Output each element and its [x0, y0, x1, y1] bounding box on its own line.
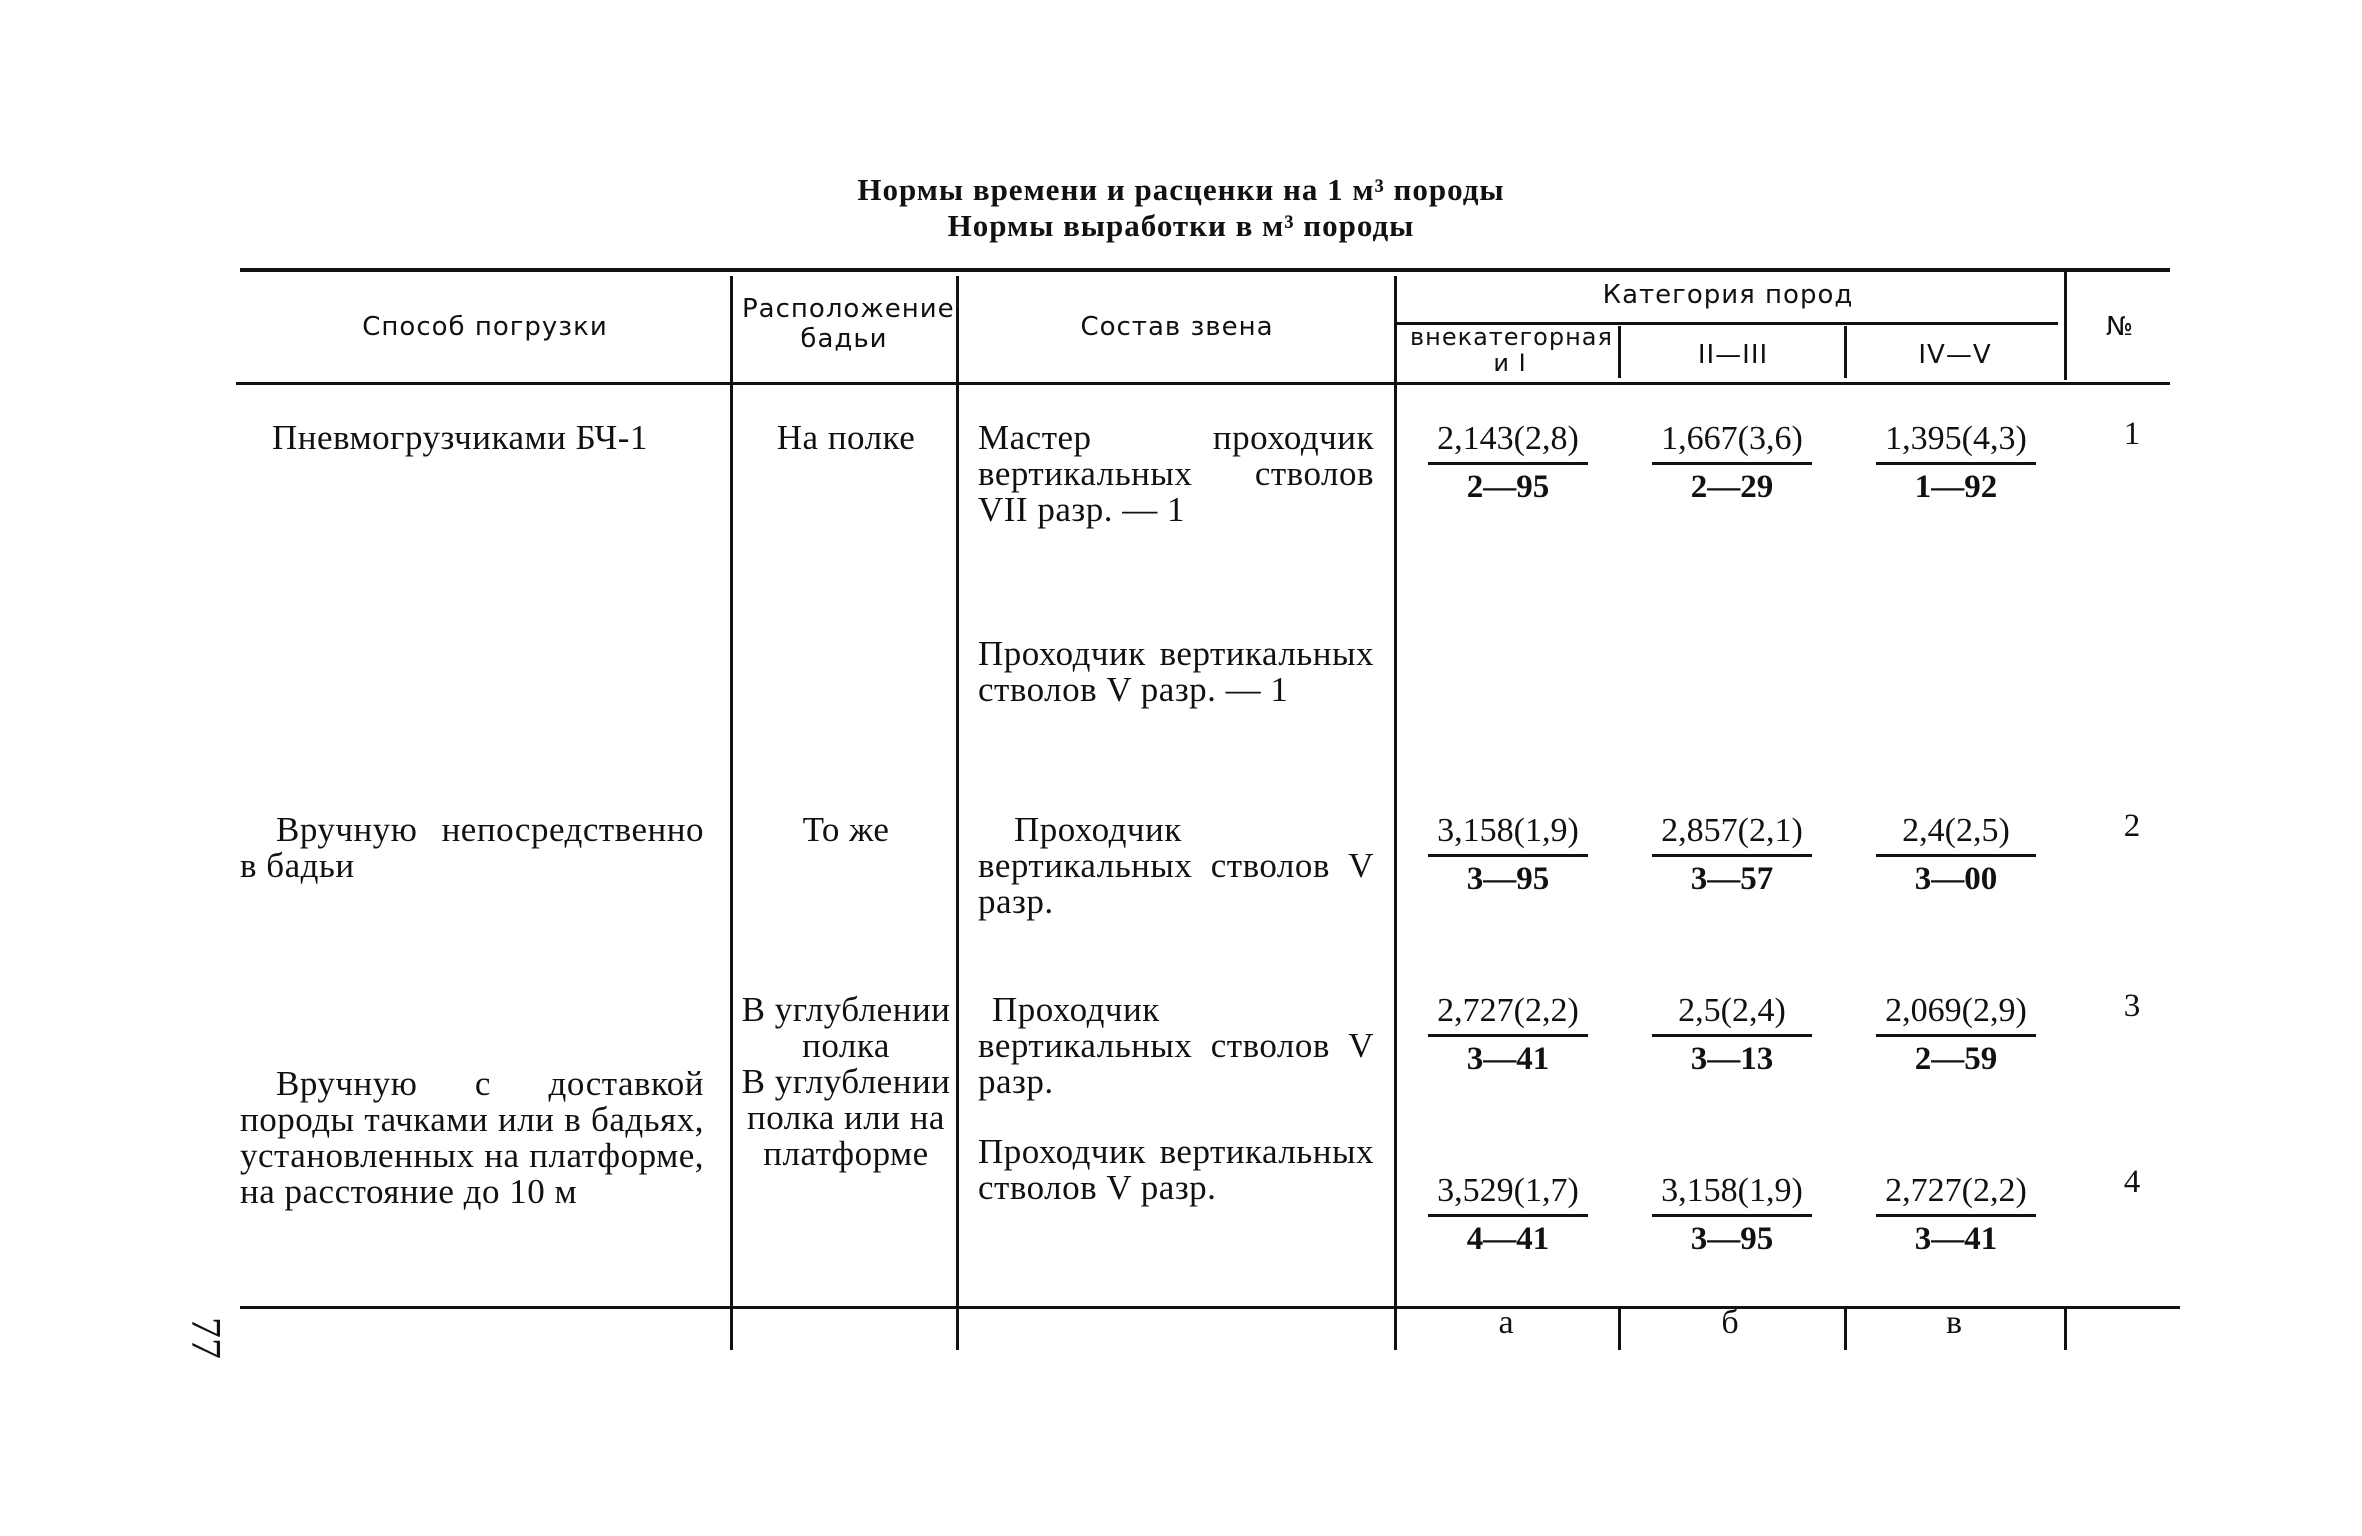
row3-method: Вручную с доставкой породы тачками или в бадьях, установленных на платформе, на расстояние до 10 м [240, 1064, 704, 1211]
row1-cat1-norm: 2,143(2,8) [1437, 420, 1579, 457]
divider-cat1-cat2 [1618, 326, 1621, 378]
row4-cat3-value [1876, 1172, 2036, 1257]
fraction-bar [1428, 1214, 1588, 1217]
row1-cat2-norm: 1,667(3,6) [1661, 420, 1803, 457]
fraction-bar [1876, 854, 2036, 857]
row4-cat2-value [1652, 1172, 1812, 1257]
divider-method-location [730, 276, 733, 1350]
row1-cat3-rate: 1—92 [1914, 469, 1998, 505]
header-cat3: IV—V [1918, 340, 1992, 370]
header-category: Категория пород [1602, 280, 1854, 310]
row4-cat3-rate: 3—41 [1914, 1221, 1998, 1257]
row1-method: Пневмогрузчиками БЧ-1 [272, 418, 648, 457]
fraction-bar [1876, 1034, 2036, 1037]
fraction-bar [1652, 462, 1812, 465]
row3-location: В углублении полка [741, 990, 951, 1065]
row2-number: 2 [2123, 808, 2141, 844]
row2-cat2-norm: 2,857(2,1) [1661, 812, 1803, 849]
fraction-bar [1428, 854, 1588, 857]
table-bottom-rule [240, 1306, 2180, 1309]
header-cat1: внекатегорная и I [1410, 323, 1613, 377]
footer-a: а [1498, 1304, 1514, 1341]
row2-cat2-rate: 3—57 [1690, 861, 1774, 897]
row1-cat3-value [1876, 420, 2036, 505]
fraction-bar [1652, 1214, 1812, 1217]
footer-c: в [1945, 1304, 1963, 1341]
row4-location: В углублении полка или на платформе [741, 1062, 951, 1173]
row2-cat3-value [1876, 812, 2036, 897]
row3-cat1-rate: 3—41 [1466, 1041, 1550, 1077]
header-cat2: II—III [1697, 340, 1769, 370]
fraction-bar [1652, 1034, 1812, 1037]
fraction-bar [1876, 462, 2036, 465]
row4-cat1-value [1428, 1172, 1588, 1257]
fraction-bar [1876, 1214, 2036, 1217]
row3-crew: Проходчик вертикальных стволов V разр. [978, 990, 1374, 1101]
row2-cat1-norm: 3,158(1,9) [1437, 812, 1579, 849]
page-number: 77 [182, 1317, 228, 1359]
divider-location-crew [956, 276, 959, 1350]
title-line-1: Нормы времени и расценки на 1 м³ породы [857, 172, 1505, 207]
header-bottom-rule [236, 382, 2170, 385]
row3-cat2-norm: 2,5(2,4) [1678, 992, 1786, 1029]
row1-cat2-rate: 2—29 [1690, 469, 1774, 505]
fraction-bar [1652, 854, 1812, 857]
divider-foot-cat1-cat2 [1618, 1306, 1621, 1350]
row1-cat3-norm: 1,395(4,3) [1885, 420, 2027, 457]
table-top-rule [240, 268, 2170, 272]
row3-cat2-rate: 3—13 [1690, 1041, 1774, 1077]
row2-cat3-norm: 2,4(2,5) [1902, 812, 2010, 849]
row2-method: Вручную непосредственно в бадьи [240, 810, 704, 885]
row3-cat1-norm: 2,727(2,2) [1437, 992, 1579, 1029]
row3-number: 3 [2123, 988, 2141, 1024]
footer-b: б [1721, 1304, 1739, 1341]
row3-cat3-norm: 2,069(2,9) [1885, 992, 2027, 1029]
row1-location: На полке [776, 418, 916, 457]
row2-cat1-value [1428, 812, 1588, 897]
row4-crew: Проходчик вертикальных стволов V разр. [978, 1132, 1374, 1207]
divider-crew-category [1394, 276, 1397, 1350]
row2-cat1-rate: 3—95 [1466, 861, 1550, 897]
row3-cat3-value [1876, 992, 2036, 1077]
divider-cat2-cat3 [1844, 326, 1847, 378]
divider-foot-cat2-cat3 [1844, 1306, 1847, 1350]
title-line-2: Нормы выработки в м³ породы [947, 208, 1415, 243]
row4-cat2-rate: 3—95 [1690, 1221, 1774, 1257]
header-num: № [2105, 312, 2135, 342]
fraction-bar [1428, 1034, 1588, 1037]
row3-cat1-value [1428, 992, 1588, 1077]
row2-cat3-rate: 3—00 [1914, 861, 1998, 897]
fraction-bar [1428, 462, 1588, 465]
divider-foot-category-num [2064, 1306, 2067, 1350]
row1-cat1-rate: 2—95 [1466, 469, 1550, 505]
header-location: Расположение бадьи [742, 294, 955, 354]
row2-location: То же [802, 810, 890, 849]
row1-cat2-value [1652, 420, 1812, 505]
row1-crew-1: Мастер проходчик вертикальных стволов VII разр. — 1 [978, 418, 1374, 529]
header-crew: Состав звена [1080, 312, 1274, 342]
row4-cat1-rate: 4—41 [1466, 1221, 1550, 1257]
row2-cat2-value [1652, 812, 1812, 897]
row4-cat1-norm: 3,529(1,7) [1437, 1172, 1579, 1209]
row4-cat3-norm: 2,727(2,2) [1885, 1172, 2027, 1209]
header-method: Способ погрузки [362, 312, 608, 342]
row4-number: 4 [2123, 1164, 2141, 1200]
row3-cat3-rate: 2—59 [1914, 1041, 1998, 1077]
row1-number: 1 [2123, 416, 2141, 452]
row2-crew: Проходчик вертикальных стволов V разр. [978, 810, 1374, 921]
row4-cat2-norm: 3,158(1,9) [1661, 1172, 1803, 1209]
row1-crew-2: Проходчик вертикальных стволов V разр. — 1 [978, 634, 1374, 709]
divider-category-num [2064, 272, 2067, 380]
row1-cat1-value [1428, 420, 1588, 505]
row3-cat2-value [1652, 992, 1812, 1077]
